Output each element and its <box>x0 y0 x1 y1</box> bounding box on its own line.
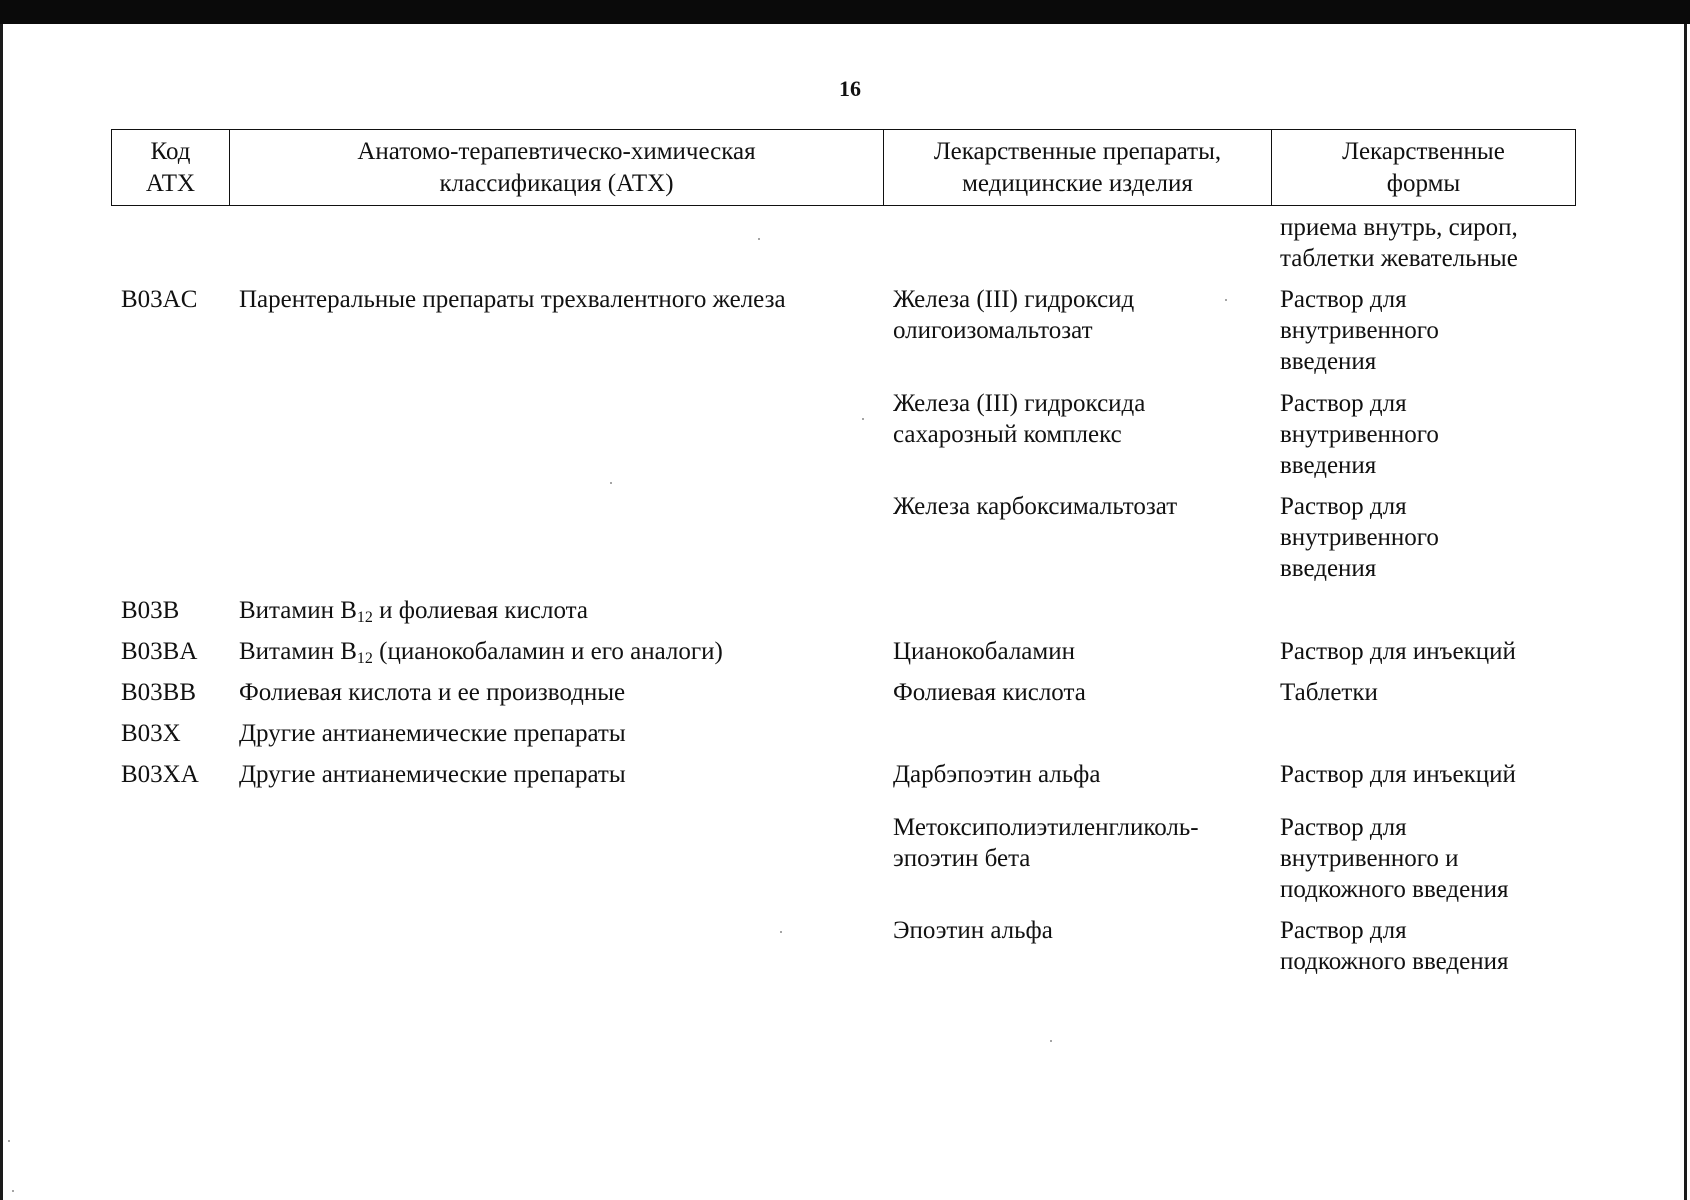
code-cell: B03AC <box>121 286 198 313</box>
classification-cell: Другие антианемические препараты <box>239 761 626 788</box>
classification-text: Витамин B <box>239 597 357 624</box>
drug-cell: Дарбэпоэтин альфа <box>893 761 1101 788</box>
code-cell: B03X <box>121 720 181 747</box>
form-cell: Таблетки <box>1280 679 1378 706</box>
classification-cell: Парентеральные препараты трехвалентного железа <box>239 286 786 313</box>
form-cell: Раствор для внутривенного введения <box>1280 286 1439 375</box>
scan-speck <box>1050 1040 1052 1042</box>
scan-speck <box>12 1190 14 1192</box>
subscript: 12 <box>356 609 373 626</box>
drug-cell: Эпоэтин альфа <box>893 917 1053 944</box>
code-cell: B03XA <box>121 761 199 788</box>
scan-speck <box>1225 299 1227 301</box>
code-cell: B03BA <box>121 638 198 665</box>
scan-speck <box>758 238 760 240</box>
header-atc-code: Код АТХ <box>112 130 230 205</box>
scan-right-border <box>1684 24 1687 1200</box>
drug-cell: Метоксиполиэтиленгликоль- эпоэтин бета <box>893 814 1199 872</box>
scan-speck <box>8 1140 10 1142</box>
scan-top-border <box>0 0 1690 24</box>
scan-left-border <box>0 24 3 1200</box>
page-number: 16 <box>839 76 861 101</box>
form-cell: Раствор для инъекций <box>1280 638 1516 665</box>
classification-cell <box>239 636 879 667</box>
scan-speck <box>610 482 612 484</box>
classification-text: (цианокобаламин и его аналоги) <box>372 638 723 665</box>
code-cell: B03BB <box>121 679 197 706</box>
form-cell: Раствор для инъекций <box>1280 761 1516 788</box>
code-cell: B03B <box>121 597 180 624</box>
drug-cell: Железа (III) гидроксид олигоизомальтозат <box>893 286 1135 344</box>
classification-text: и фолиевая кислота <box>372 597 589 624</box>
header-atc-classification: Анатомо-терапевтическо-химическая классификация (АТХ) <box>230 130 884 205</box>
classification-text: Витамин B <box>239 638 357 665</box>
scan-speck <box>862 418 864 420</box>
drug-cell: Железа (III) гидроксида сахарозный комплекс <box>893 390 1146 448</box>
scan-speck <box>780 931 782 933</box>
form-cell: Раствор для внутривенного и подкожного введения <box>1280 814 1509 903</box>
drug-cell: Цианокобаламин <box>893 638 1075 665</box>
classification-cell: Фолиевая кислота и ее производные <box>239 679 626 706</box>
drug-cell: Железа карбоксимальтозат <box>893 493 1178 520</box>
form-cell: Раствор для подкожного введения <box>1280 917 1509 975</box>
drug-cell: Фолиевая кислота <box>893 679 1086 706</box>
header-drugs: Лекарственные препараты, медицинские изделия <box>884 130 1272 205</box>
form-cell: Раствор для внутривенного введения <box>1280 390 1439 479</box>
header-dosage-forms: Лекарственные формы <box>1342 137 1505 197</box>
form-cell: приема внутрь, сироп, таблетки жевательные <box>1280 214 1518 272</box>
table-header <box>111 129 1576 206</box>
classification-cell: Другие антианемические препараты <box>239 720 626 747</box>
form-cell: Раствор для внутривенного введения <box>1280 493 1439 582</box>
subscript: 12 <box>356 650 373 667</box>
classification-cell <box>239 595 879 626</box>
